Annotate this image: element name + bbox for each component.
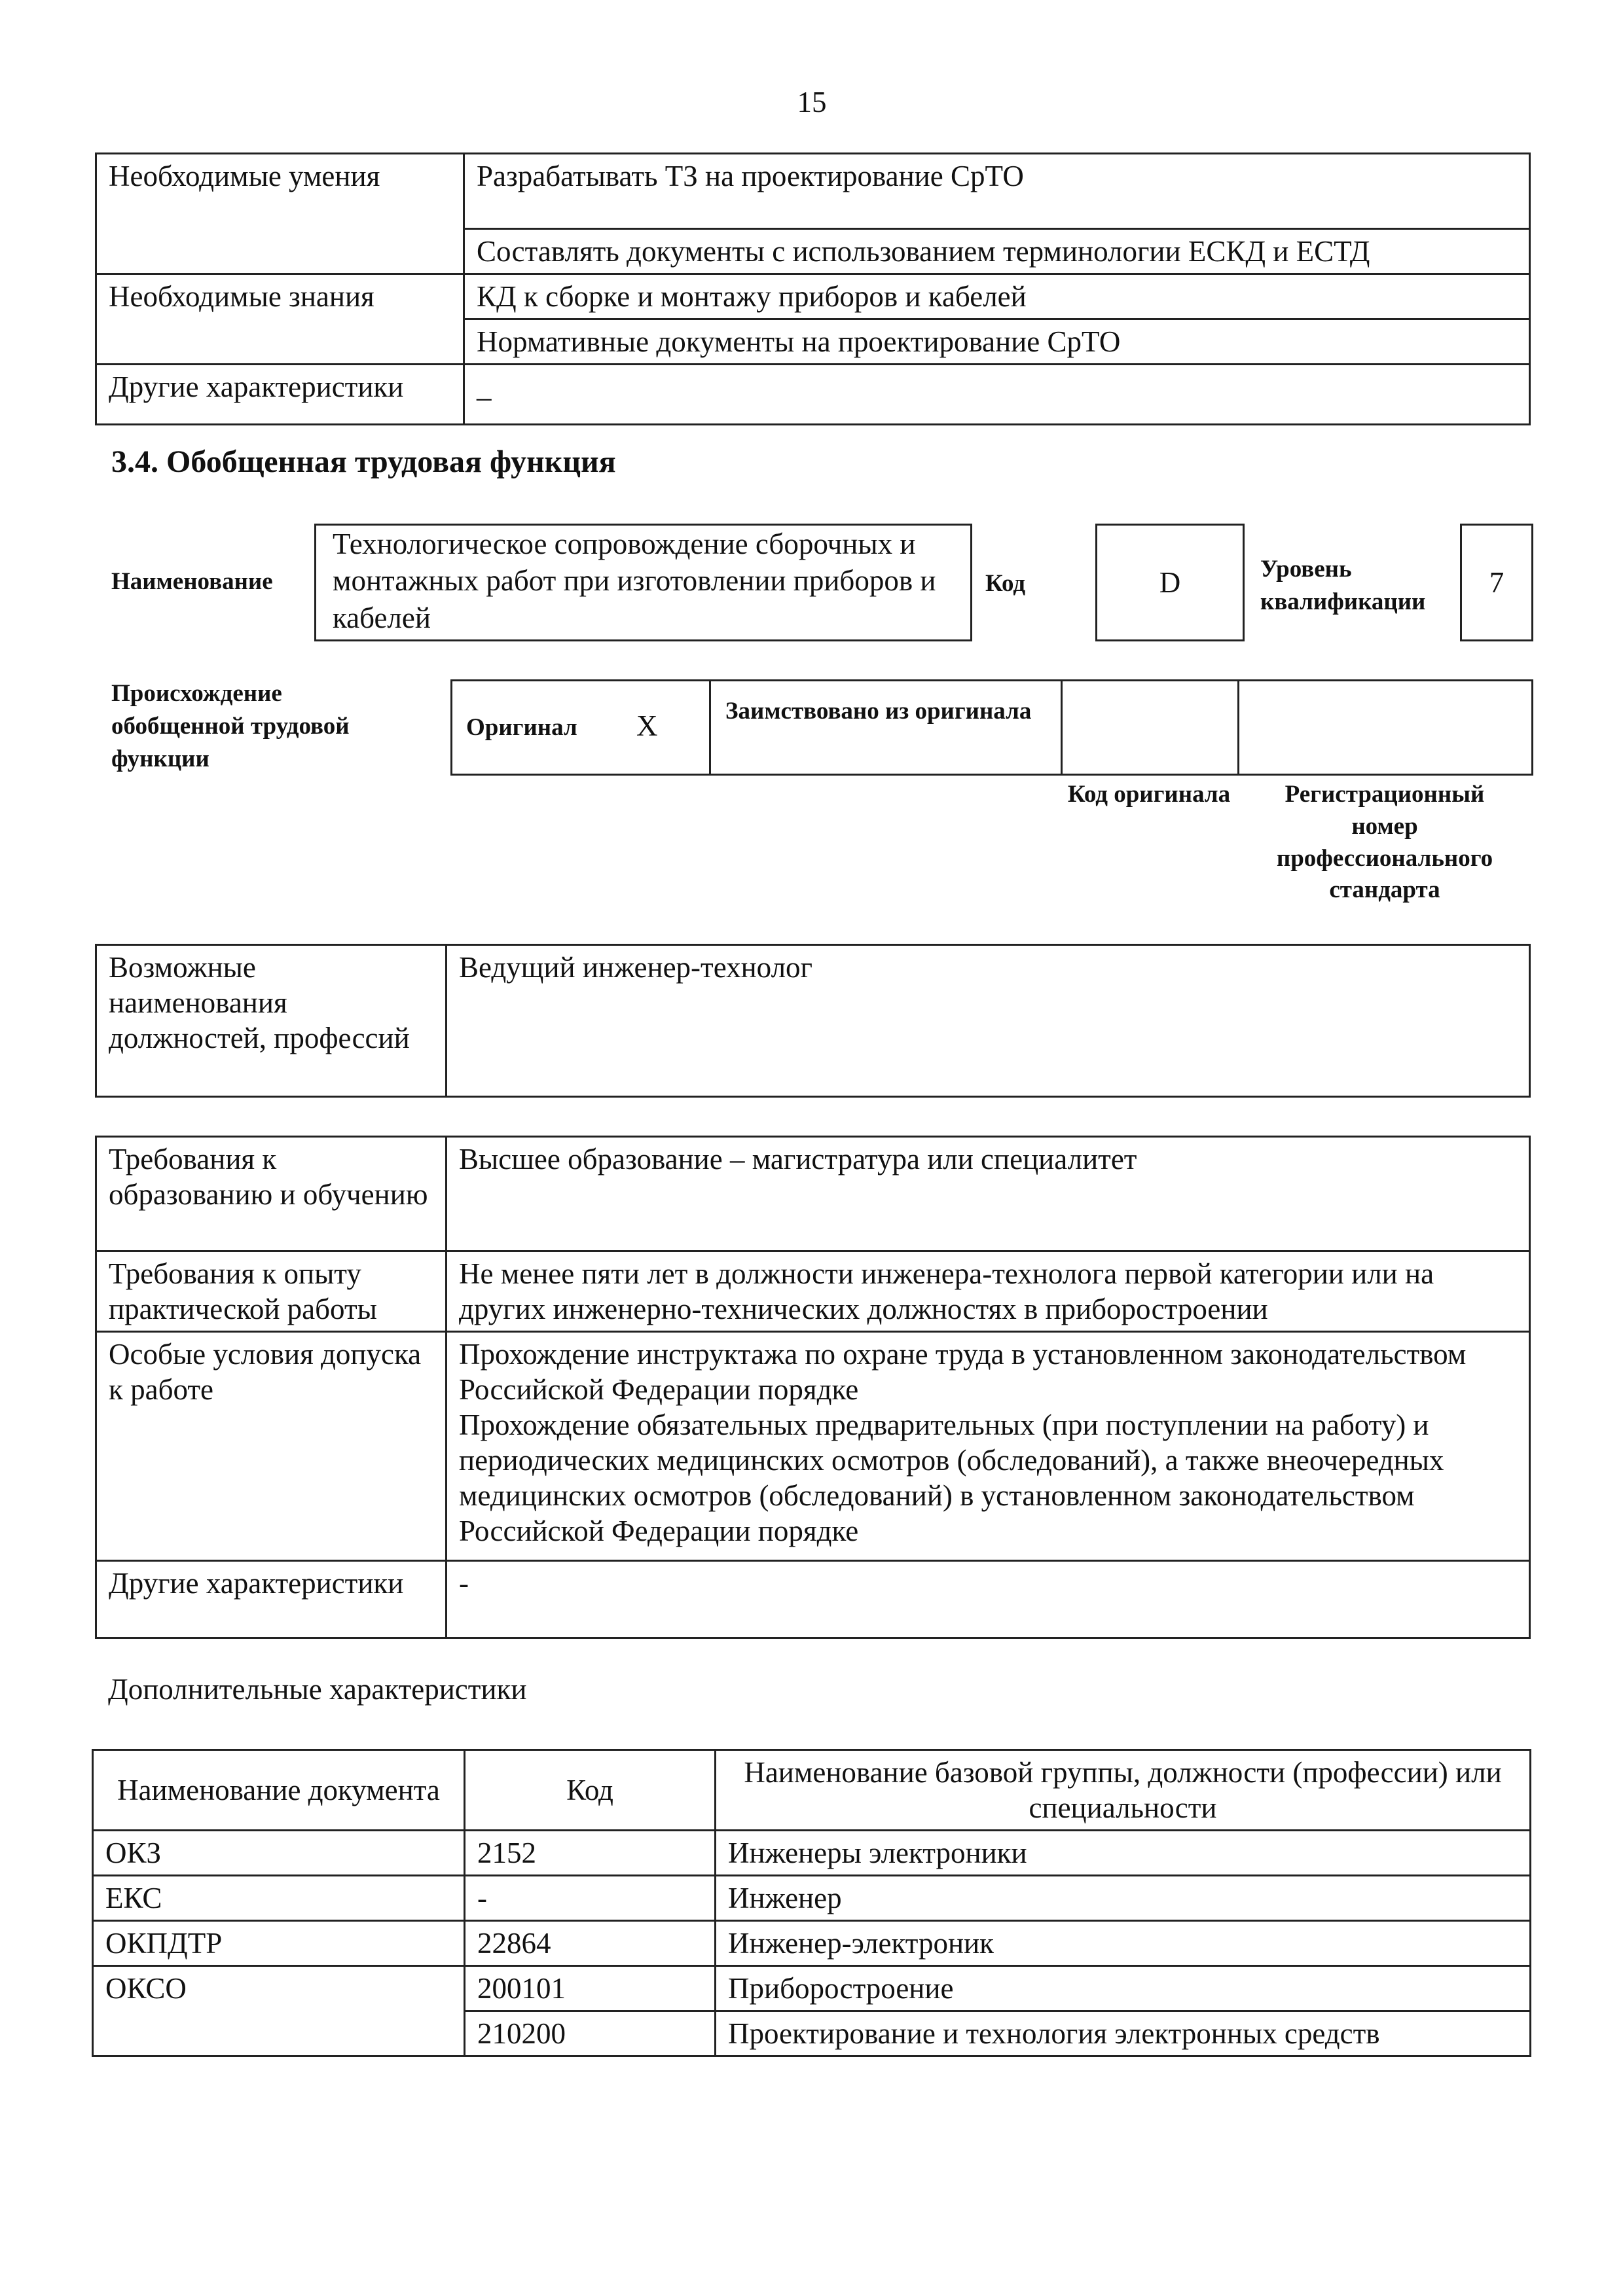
positions-table — [95, 944, 1531, 1098]
additional-title: Дополнительные характеристики — [108, 1673, 527, 1706]
knowledge-value-1: КД к сборке и монтажу приборов и кабелей — [464, 274, 1530, 319]
header-doc: Наименование документа — [93, 1750, 465, 1831]
row-name: Инженер-электроник — [716, 1921, 1531, 1966]
skills-label: Необходимые умения — [96, 154, 464, 274]
row-doc: ОКПДТР — [93, 1921, 465, 1966]
origin-divider-2 — [1061, 679, 1063, 776]
row-code: 22864 — [465, 1921, 716, 1966]
level-box — [1460, 524, 1533, 641]
req-other-label: Другие характеристики — [96, 1561, 447, 1638]
education-value: Высшее образование – магистратура или специалитет — [447, 1137, 1530, 1251]
reg-number-caption: Регистрационный номер профессионального стандарта — [1276, 781, 1493, 904]
code-value: D — [1159, 566, 1181, 599]
skills-value-2: Составлять документы с использованием терминологии ЕСКД и ЕСТД — [464, 229, 1530, 274]
other-label: Другие характеристики — [96, 365, 464, 425]
name-label: Наименование — [111, 568, 273, 595]
borrowed-label: Заимствовано из оригинала — [725, 698, 1032, 725]
knowledge-value-2: Нормативные документы на проектирование СрТО — [464, 319, 1530, 365]
original-label: Оригинал — [466, 714, 577, 741]
code-original-caption: Код оригинала — [1067, 781, 1231, 808]
other-value: _ — [464, 365, 1530, 425]
skills-value-1: Разрабатывать ТЗ на проектирование СрТО — [464, 154, 1530, 229]
row-name: Инженеры электроники — [716, 1831, 1531, 1876]
origin-divider-1 — [709, 679, 711, 776]
level-label: Уровень квалификации — [1260, 556, 1426, 615]
header-code: Код — [465, 1750, 716, 1831]
original-mark: X — [636, 709, 658, 742]
row-name: Приборостроение — [716, 1966, 1531, 2011]
requirements-table — [95, 1136, 1531, 1639]
code-label: Код — [985, 570, 1026, 597]
special-value — [447, 1332, 1530, 1561]
row-doc: ЕКС — [93, 1876, 465, 1921]
row-doc: ОКЗ — [93, 1831, 465, 1876]
row-code: 2152 — [465, 1831, 716, 1876]
row-code: 200101 — [465, 1966, 716, 2011]
function-name-box — [314, 524, 972, 641]
function-name: Технологическое сопровождение сборочных и монтажных работ при изготовлении приборов и кабелей — [333, 528, 936, 634]
experience-value: Не менее пяти лет в должности инженера-технолога первой категории или на других инженерно-технических должностях в приборостроении — [447, 1251, 1530, 1332]
row-code: 210200 — [465, 2011, 716, 2056]
special-value-2: Прохождение обязательных предварительных (при поступлении на работу) и периодических медицинских осмотров (обследований), а также внеочередных медицинских осмотров (обследований) в установленном законодательством Российской Федерации порядке — [459, 1408, 1444, 1547]
origin-box — [450, 679, 1533, 776]
row-code: - — [465, 1876, 716, 1921]
level-value: 7 — [1489, 566, 1504, 599]
origin-label: Происхождение обобщенной трудовой функции — [111, 680, 350, 772]
skills-table — [95, 152, 1531, 425]
code-box — [1095, 524, 1245, 641]
positions-label: Возможные наименования должностей, профессий — [96, 945, 447, 1097]
special-value-1: Прохождение инструктажа по охране труда в установленном законодательством Российской Федерации порядке — [459, 1338, 1467, 1406]
special-label: Особые условия допуска к работе — [96, 1332, 447, 1561]
knowledge-label: Необходимые знания — [96, 274, 464, 365]
row-name: Проектирование и технология электронных средств — [716, 2011, 1531, 2056]
education-label: Требования к образованию и обучению — [96, 1137, 447, 1251]
additional-table — [92, 1749, 1531, 2057]
positions-value: Ведущий инженер-технолог — [447, 945, 1530, 1097]
section-title: 3.4. Обобщенная трудовая функция — [111, 444, 616, 479]
origin-divider-3 — [1237, 679, 1239, 776]
row-name: Инженер — [716, 1876, 1531, 1921]
page-number: 15 — [797, 86, 827, 118]
row-doc: ОКСО — [93, 1966, 465, 2056]
req-other-value: - — [447, 1561, 1530, 1638]
header-name: Наименование базовой группы, должности (профессии) или специальности — [716, 1750, 1531, 1831]
experience-label: Требования к опыту практической работы — [96, 1251, 447, 1332]
